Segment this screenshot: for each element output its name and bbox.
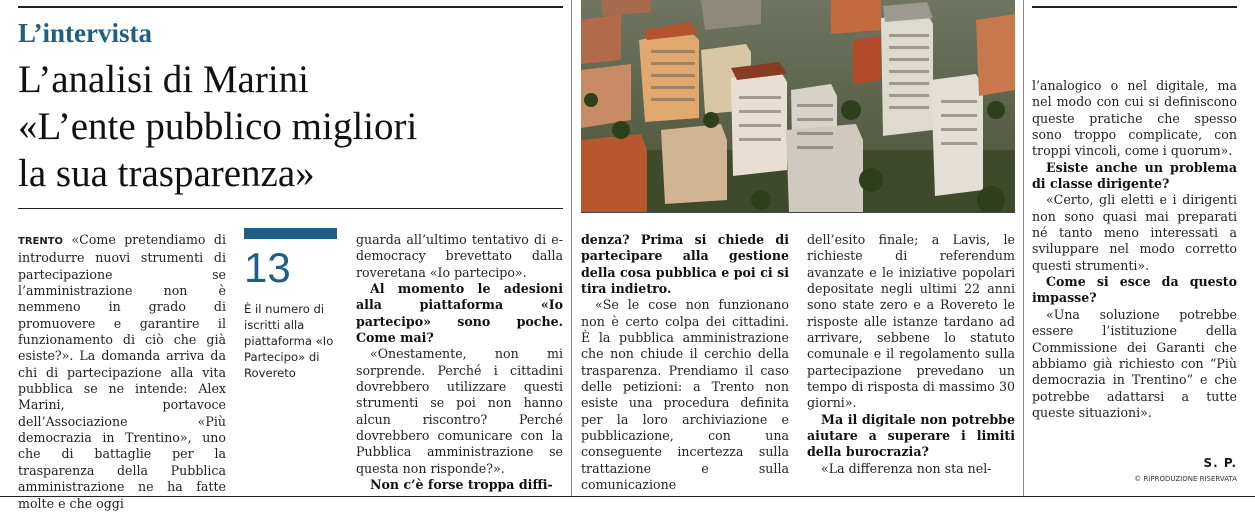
dateline: TRENTO xyxy=(18,236,64,247)
stat-description: È il numero di iscritti alla piattaforma «Io Partecipo» di Rovereto xyxy=(244,302,334,380)
interview-question: Non c’è forse troppa diffi- xyxy=(370,477,553,493)
article-column-5 xyxy=(1032,78,1237,421)
paragraph: «La differenza non sta nel- xyxy=(821,460,992,476)
interview-question: denza? Prima si chiede di partecipare alla gestione della cosa pubblica e poi ci si tira indietro. xyxy=(581,232,789,297)
article-column-2 xyxy=(356,232,563,494)
article-column-4 xyxy=(807,232,1015,477)
paragraph: «Se le cose non funzionano non è certo colpa dei cittadini. È la pubblica amministrazione che non chiude il cerchio della trasparenza. Prendiamo il caso delle petizioni: a Trento non esiste una procedura definita per la loro archiviazione e pubblicazione, con una conseguente incertezza sulla trattazione e sulla comunicazione xyxy=(581,297,789,493)
column-divider xyxy=(571,0,572,496)
interview-question: Ma il digitale non potrebbe aiutare a superare i limiti della burocrazia? xyxy=(807,411,1015,460)
copyright-notice: © RIPRODUZIONE RISERVATA xyxy=(1134,475,1237,483)
paragraph: «Una soluzione potrebbe essere l’istituzione della Commissione dei Garanti che abbiamo già richiesto con “Più democrazia in Trentino” e che potrebbe adattarsi a tutte queste situazioni». xyxy=(1032,306,1237,420)
article-column-1 xyxy=(18,232,226,512)
article-column-3 xyxy=(581,232,789,494)
interview-question: Al momento le adesioni alla piattaforma «Io partecipo» sono poche. Come mai? xyxy=(356,281,563,346)
column-divider xyxy=(1023,0,1024,496)
headline xyxy=(18,56,563,197)
headline-line: L’analisi di Marini xyxy=(18,58,310,101)
aerial-city-image xyxy=(581,0,1015,212)
photo-rule xyxy=(581,212,1015,213)
headline-line: «L’ente pubblico migliori xyxy=(18,105,418,148)
paragraph xyxy=(18,232,226,512)
author-signature: S. P. xyxy=(1203,456,1237,470)
paragraph: «Onestamente, non mi sorprende. Perché i cittadini dovrebbero utilizzare questi strumenti se poi non hanno alcun riscontro? Perché dovrebbero comunicare con la Pubblica amministrazione se questa non risponde?». xyxy=(356,346,563,476)
interview-question: Come si esce da questo impasse? xyxy=(1032,274,1237,306)
body-text: «Come pretendiamo di introdurre nuovi strumenti di partecipazione se l’amministrazione non è nemmeno in grado di promuovere e garantire il funzionamento di ciò che già esiste?». La domanda arriva da chi di partecipazione alla vita pubblica se ne intende: Alex Marini, portavoce dell’Associazione «Più democrazia in Trentino», uno che di battaglie per la trasparenza della Pubblica amministrazione ne ha fatte molte e che oggi xyxy=(18,232,226,511)
top-rule-right xyxy=(1032,6,1237,8)
stat-number: 13 xyxy=(244,244,291,291)
kicker: L’intervista xyxy=(18,18,152,48)
interview-question: Esiste anche un problema di classe dirigente? xyxy=(1032,159,1237,192)
paragraph: «Certo, gli eletti e i dirigenti non sono quasi mai preparati né tanto meno interessati a sviluppare nel modo corretto questi strumenti». xyxy=(1032,192,1237,273)
paragraph: dell’esito finale; a Lavis, le richieste di referendum avanzate e le iniziative popolari depositate negli ultimi 22 anni sono state zero e a Rovereto le risposte alle istanze tardano ad arrivare, sebbene lo statuto comunale e il regolamento sulla partecipazione prevedano un tempo di risposta di massimo 30 giorni». xyxy=(807,232,1015,411)
paragraph: guarda all’ultimo tentativo di e-democracy brevettato dalla roveretana «Io partecipo». xyxy=(356,232,563,280)
headline-line: la sua trasparenza» xyxy=(18,152,315,195)
city-photo xyxy=(581,0,1015,212)
stat-accent-bar xyxy=(244,228,337,239)
paragraph: l’analogico o nel digitale, ma nel modo con cui si definiscono queste pratiche che spesso sono troppo complicate, con troppi vincoli, come i quorum». xyxy=(1032,78,1237,159)
headline-rule xyxy=(18,208,563,209)
top-rule-left xyxy=(18,6,563,8)
